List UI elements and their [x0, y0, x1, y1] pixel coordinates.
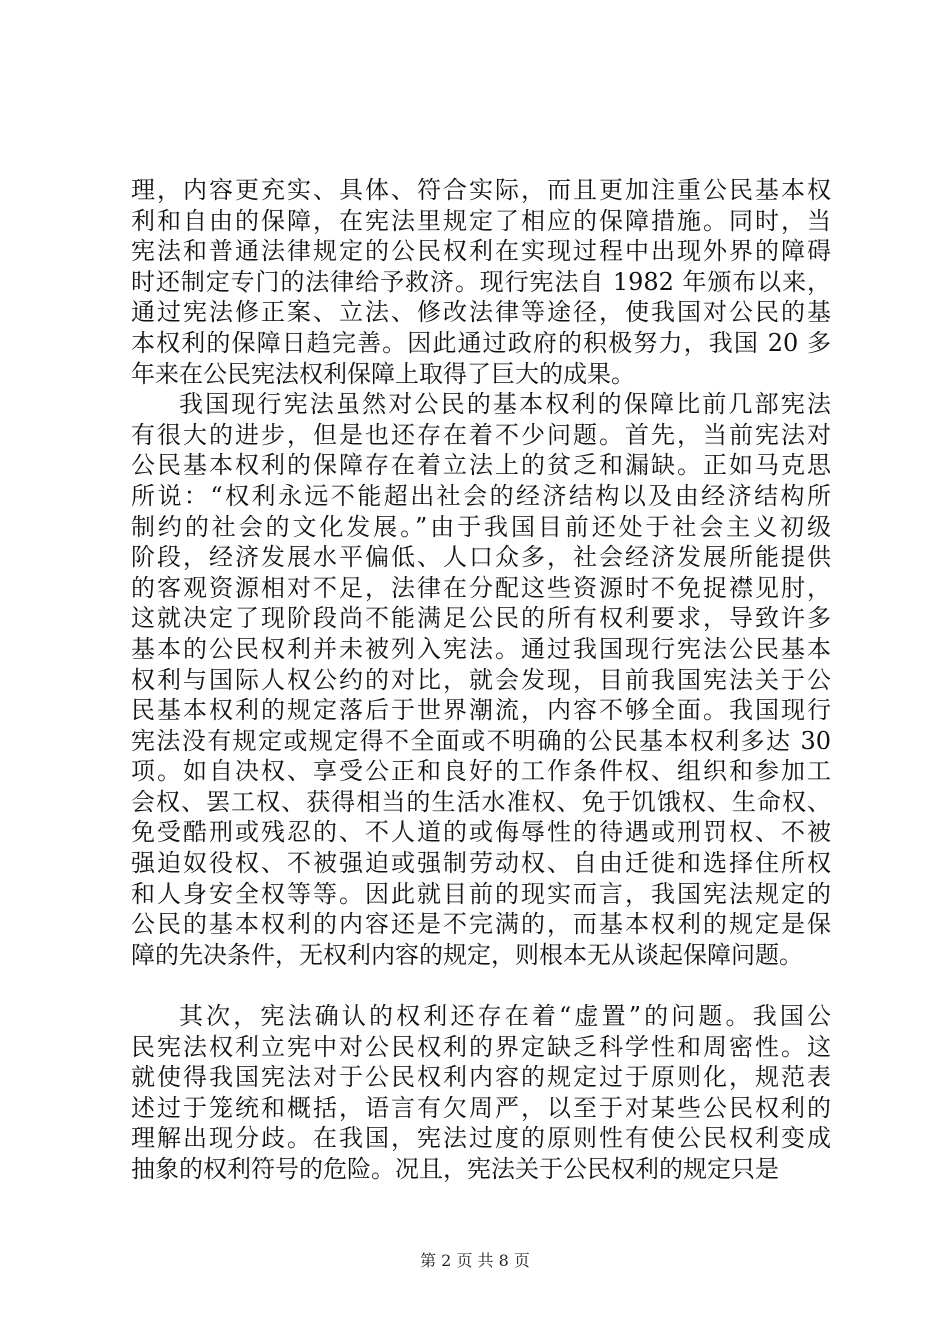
- text-line: 就使得我国宪法对于公民权利内容的规定过于原则化，规范表: [131, 1063, 831, 1092]
- text-line: 和人身安全权等等。因此就目前的现实而言，我国宪法规定的: [131, 879, 831, 908]
- text-line: 时还制定专门的法律给予救济。现行宪法自 1982 年颁布以来，: [131, 267, 831, 296]
- body-text: [131, 175, 831, 1185]
- text-line: 免受酷刑或残忍的、不人道的或侮辱性的待遇或刑罚权、不被: [131, 818, 831, 847]
- text-line: 年来在公民宪法权利保障上取得了巨大的成果。: [131, 359, 635, 388]
- text-line: 项。如自决权、享受公正和良好的工作条件权、组织和参加工: [131, 757, 831, 786]
- paragraph: [131, 389, 831, 970]
- text-line: 述过于笼统和概括，语言有欠周严，以至于对某些公民权利的: [131, 1093, 831, 1122]
- paragraph: [131, 1001, 831, 1185]
- text-line: 制约的社会的文化发展。”由于我国目前还处于社会主义初级: [131, 512, 831, 541]
- text-line: 有很大的进步，但是也还存在着不少问题。首先，当前宪法对: [131, 420, 831, 449]
- text-line: 公民的基本权利的内容还是不完满的，而基本权利的规定是保: [131, 910, 831, 939]
- text-line: 权利与国际人权公约的对比，就会发现，目前我国宪法关于公: [131, 665, 831, 694]
- paragraph: [131, 175, 831, 389]
- paragraph-gap: [131, 970, 831, 1001]
- text-line: 这就决定了现阶段尚不能满足公民的所有权利要求，导致许多: [131, 604, 831, 633]
- text-line: 抽象的权利符号的危险。况且，宪法关于公民权利的规定只是: [131, 1155, 779, 1183]
- text-line: 公民基本权利的保障存在着立法上的贫乏和漏缺。正如马克思: [131, 451, 831, 480]
- text-line: 宪法没有规定或规定得不全面或不明确的公民基本权利多达 30: [131, 726, 831, 755]
- text-line: 障的先决条件，无权利内容的规定，则根本无从谈起保障问题。: [131, 940, 803, 969]
- text-line: 强迫奴役权、不被强迫或强制劳动权、自由迁徙和选择住所权: [131, 849, 831, 878]
- text-line: 基本的公民权利并未被列入宪法。通过我国现行宪法公民基本: [131, 634, 831, 663]
- text-line: 会权、罢工权、获得相当的生活水准权、免于饥饿权、生命权、: [131, 787, 831, 816]
- text-line: 所说：“权利永远不能超出社会的经济结构以及由经济结构所: [131, 481, 831, 510]
- text-line: 理，内容更充实、具体、符合实际，而且更加注重公民基本权: [131, 176, 831, 204]
- text-line: 的客观资源相对不足，法律在分配这些资源时不免捉襟见肘，: [131, 573, 831, 602]
- text-line: 其次，宪法确认的权利还存在着“虚置”的问题。我国公: [179, 1002, 831, 1031]
- text-line: 通过宪法修正案、立法、修改法律等途径，使我国对公民的基: [131, 298, 831, 327]
- text-line: 本权利的保障日趋完善。因此通过政府的积极努力，我国 20 多: [131, 328, 831, 357]
- text-line: 理解出现分歧。在我国，宪法过度的原则性有使公民权利变成: [131, 1124, 831, 1153]
- page-footer: 第 2 页 共 8 页: [420, 1251, 530, 1270]
- text-line: 民基本权利的规定落后于世界潮流，内容不够全面。我国现行: [131, 696, 831, 725]
- text-line: 民宪法权利立宪中对公民权利的界定缺乏科学性和周密性。这: [131, 1032, 831, 1061]
- text-line: 阶段，经济发展水平偏低、人口众多，社会经济发展所能提供: [131, 543, 831, 572]
- text-line: 利和自由的保障，在宪法里规定了相应的保障措施。同时，当: [131, 206, 831, 235]
- text-line: 宪法和普通法律规定的公民权利在实现过程中出现外界的障碍: [131, 237, 831, 266]
- text-line: 我国现行宪法虽然对公民的基本权利的保障比前几部宪法: [179, 390, 831, 419]
